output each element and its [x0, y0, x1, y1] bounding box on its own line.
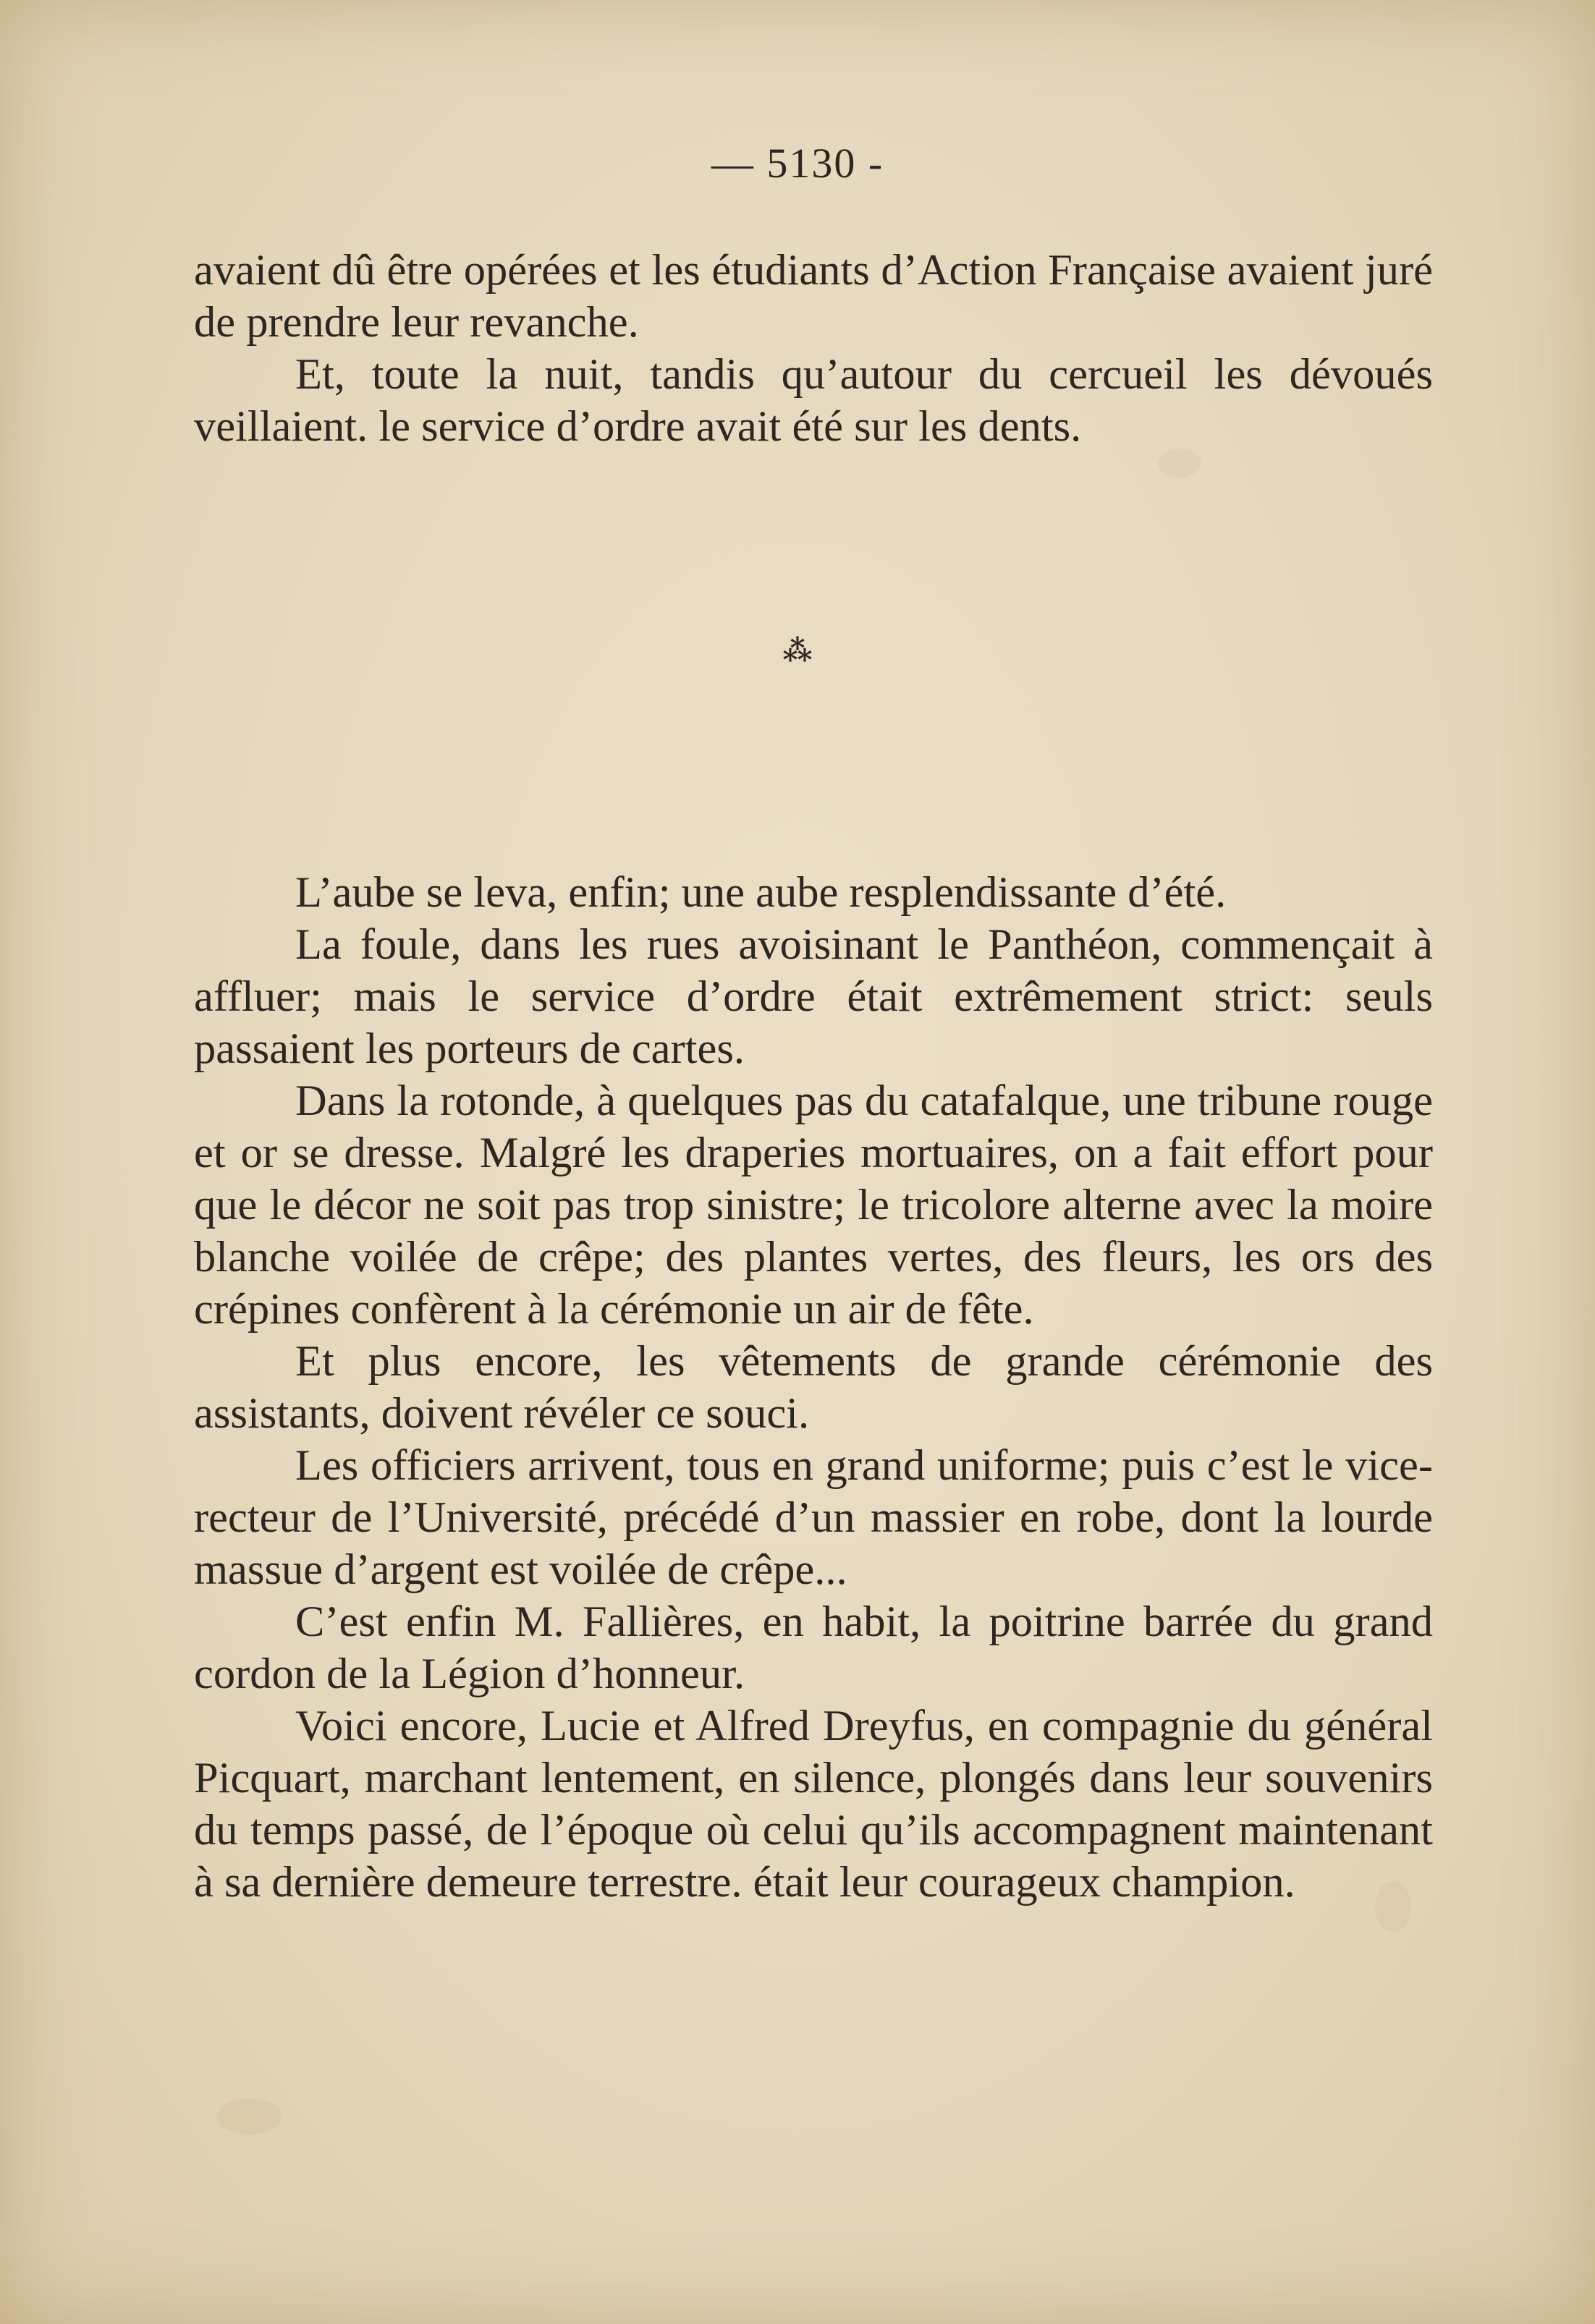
paragraph: Et plus encore, les vêtements de grande cérémonie des assistants, doivent révéler ce souci.	[194, 1337, 1433, 1438]
page-number: — 5130 -	[711, 140, 884, 187]
paragraph: Dans la rotonde, à quelques pas du catafalque, une tribune rouge et or se dresse. Malgré les draperies mortuaires, on a fait effort pour que le décor ne soit pas trop sinistre; le tricolore alterne avec la moire blanche voilée de crêpe; des plantes vertes, des fleurs, les ors des crépines confèrent à la cérémonie un air de fête.	[194, 1077, 1433, 1333]
asterism-separator: ⁂	[782, 634, 813, 668]
paper-stain	[217, 2098, 282, 2134]
text-block-top	[194, 245, 1433, 453]
paragraph: Les officiers arrivent, tous en grand uniforme; puis c’est le vice-recteur de l’Université, précédé d’un massier en robe, dont la lourde massue d’argent est voilée de crêpe...	[194, 1441, 1433, 1594]
paragraph: Et, toute la nuit, tandis qu’autour du cercueil les dévoués veillaient. le service d’ordre avait été sur les dents.	[194, 350, 1433, 451]
paragraph: avaient dû être opérées et les étudiants d’Action Française avaient juré de prendre leur revanche.	[194, 246, 1433, 347]
paragraph: Voici encore, Lucie et Alfred Dreyfus, en compagnie du général Picquart, marchant lentement, en silence, plongés dans leur souvenirs du temps passé, de l’époque où celui qu’ils accompagnent maintenant à sa dernière demeure terrestre. était leur courageux champion.	[194, 1702, 1433, 1907]
paragraph: C’est enfin M. Fallières, en habit, la poitrine barrée du grand cordon de la Légion d’honneur.	[194, 1598, 1433, 1698]
paper-stain	[1158, 449, 1201, 478]
paragraph: La foule, dans les rues avoisinant le Panthéon, commençait à affluer; mais le service d’ordre était extrêmement strict: seuls passaient les porteurs de cartes.	[194, 920, 1433, 1073]
text-block-bottom	[194, 867, 1433, 1909]
paragraph: L’aube se leva, enfin; une aube resplendissante d’été.	[295, 868, 1227, 917]
